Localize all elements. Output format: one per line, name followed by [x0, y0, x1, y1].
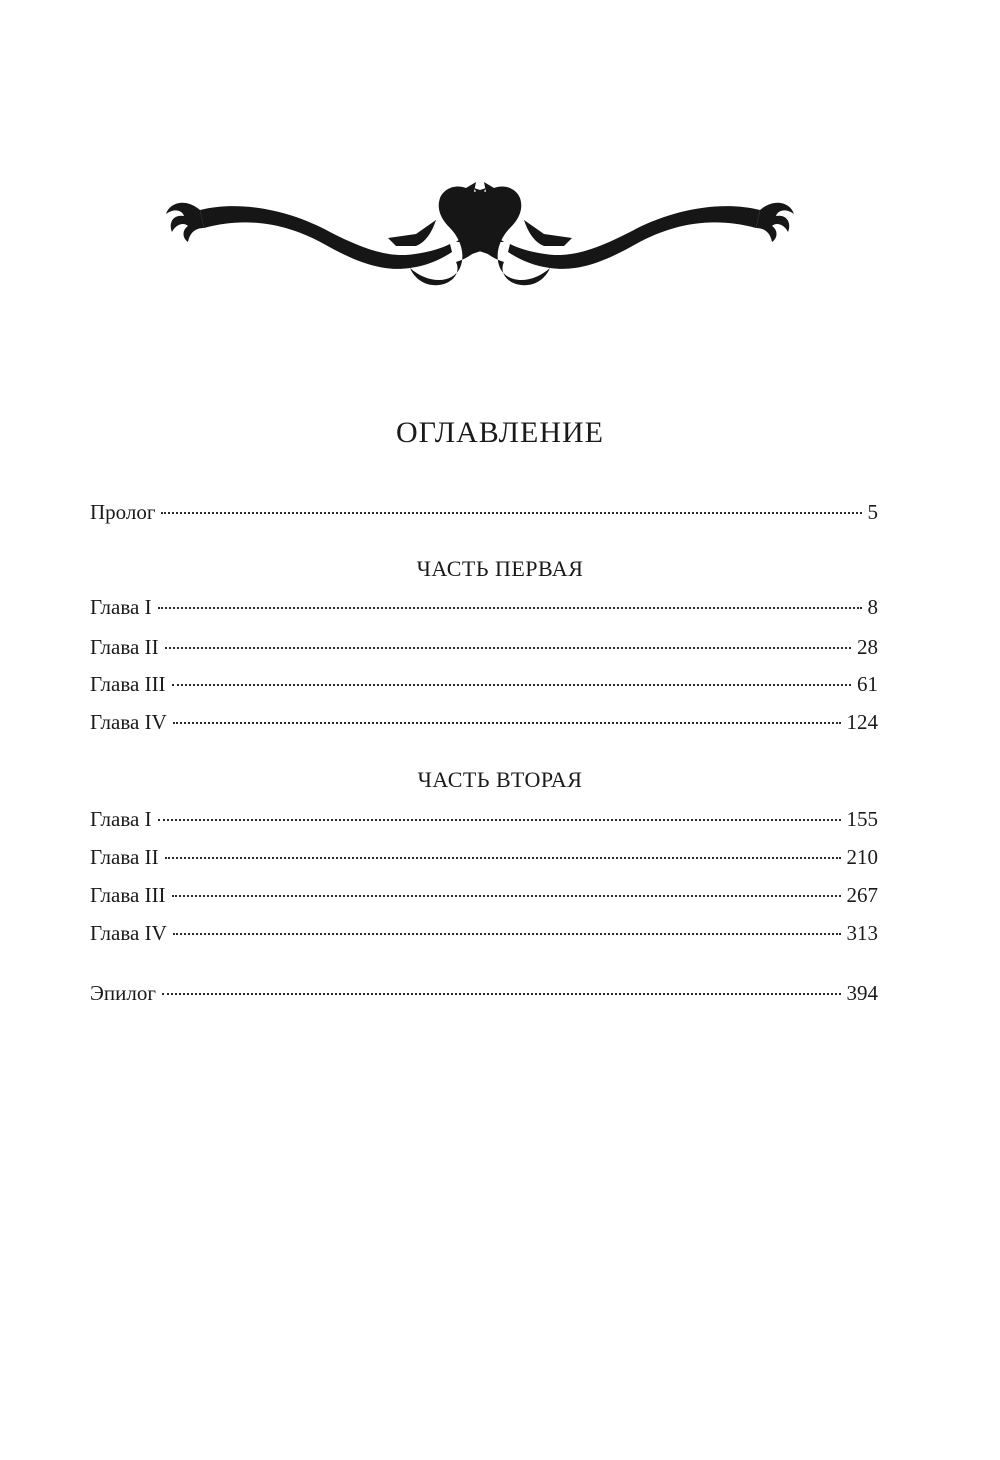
toc-page-number: 8	[867, 595, 878, 619]
left-dragon-icon	[166, 182, 508, 285]
toc-entry-label: Глава I	[90, 595, 152, 619]
part-one-heading: ЧАСТЬ ПЕРВАЯ	[416, 556, 584, 581]
toc-page-number: 5	[867, 500, 878, 524]
dot-leader	[165, 647, 851, 649]
toc-entry-part1-chapter2[interactable]	[90, 632, 878, 662]
dot-leader	[162, 993, 841, 995]
right-dragon-icon	[452, 182, 794, 285]
toc-page-number: 124	[846, 710, 878, 734]
toc-entry-label: Глава II	[90, 845, 159, 869]
dot-leader	[165, 857, 841, 859]
toc-entry-part1-chapter1[interactable]	[90, 592, 878, 622]
toc-page-number: 155	[846, 807, 878, 831]
toc-entry-label: Глава III	[90, 672, 166, 696]
toc-entry-epilogue[interactable]	[90, 978, 878, 1008]
toc-entry-prologue[interactable]	[90, 497, 878, 527]
toc-entry-label: Глава I	[90, 807, 152, 831]
toc-entry-part2-chapter1[interactable]	[90, 804, 878, 834]
toc-entry-label: Глава II	[90, 635, 159, 659]
part-two-heading: ЧАСТЬ ВТОРАЯ	[417, 767, 583, 792]
toc-page-number: 28	[857, 635, 878, 659]
dot-leader	[161, 512, 861, 514]
dot-leader	[173, 933, 841, 935]
dot-leader	[172, 684, 851, 686]
toc-page-number: 313	[846, 921, 878, 945]
toc-entry-part2-chapter3[interactable]	[90, 880, 878, 910]
toc-page-number: 210	[846, 845, 878, 869]
toc-page-number: 394	[846, 981, 878, 1005]
toc-entry-label: Глава IV	[90, 710, 167, 734]
toc-entry-label: Эпилог	[90, 981, 156, 1005]
toc-page-number: 61	[857, 672, 878, 696]
toc-entry-label: Глава III	[90, 883, 166, 907]
dot-leader	[158, 819, 841, 821]
dot-leader	[172, 895, 841, 897]
toc-entry-part2-chapter4[interactable]	[90, 918, 878, 948]
dragon-ornament-icon	[160, 180, 800, 290]
toc-entry-label: Пролог	[90, 500, 156, 524]
toc-entry-part1-chapter3[interactable]	[90, 669, 878, 699]
dot-leader	[158, 607, 862, 609]
toc-entry-part1-chapter4[interactable]	[90, 707, 878, 737]
toc-entry-part2-chapter2[interactable]	[90, 842, 878, 872]
toc-heading: ОГЛАВЛЕНИЕ	[396, 416, 604, 449]
toc-page-number: 267	[846, 883, 878, 907]
dot-leader	[173, 722, 841, 724]
toc-entry-label: Глава IV	[90, 921, 167, 945]
